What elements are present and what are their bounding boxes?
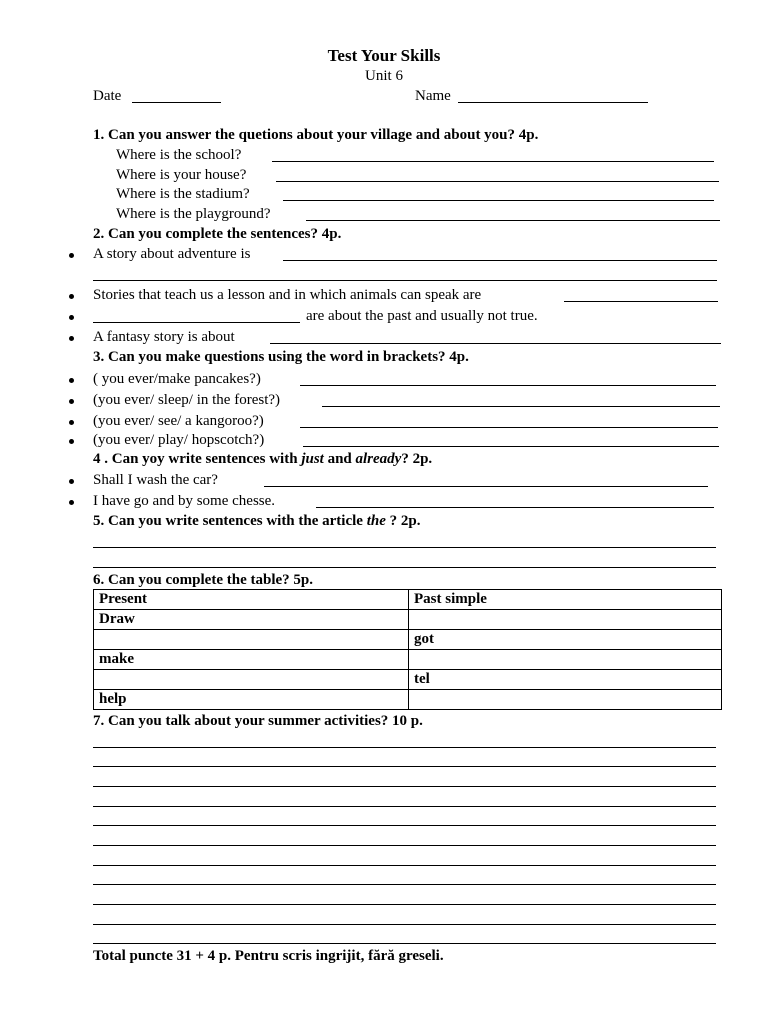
answer-line[interactable]: [300, 369, 716, 386]
table-cell[interactable]: make: [94, 650, 409, 670]
answer-line[interactable]: [93, 766, 716, 767]
q1-item-text: Where is your house?: [116, 167, 247, 183]
q2-heading: 2. Can you complete the sentences? 4p.: [93, 226, 342, 242]
q2-item: [0, 285, 768, 305]
answer-line[interactable]: [93, 547, 716, 548]
date-label: Date: [93, 88, 122, 104]
q3-item: [0, 369, 768, 389]
q3-item: [0, 390, 768, 410]
answer-line[interactable]: [93, 884, 716, 885]
date-field[interactable]: [132, 86, 221, 103]
q2-item-text: are about the past and usually not true.: [306, 308, 538, 324]
table-cell[interactable]: help: [94, 690, 409, 710]
table-row: [94, 630, 722, 650]
table-cell[interactable]: got: [409, 630, 722, 650]
answer-line[interactable]: [316, 491, 714, 508]
answer-line[interactable]: [93, 786, 716, 787]
answer-line[interactable]: [264, 470, 708, 487]
q4-item: [0, 470, 768, 490]
q4-item-text: Shall I wash the car?: [93, 472, 218, 488]
worksheet-title: Test Your Skills: [327, 46, 441, 65]
table-row: [94, 670, 722, 690]
q1-heading: 1. Can you answer the quetions about your village and about you? 4p.: [93, 127, 539, 143]
q3-item-text: (you ever/ sleep/ in the forest?): [93, 392, 281, 408]
table-row: [94, 610, 722, 630]
answer-line[interactable]: [303, 430, 719, 447]
answer-line[interactable]: [93, 567, 716, 568]
answer-line[interactable]: [306, 204, 720, 221]
verb-table: [93, 589, 722, 710]
q2-item-text: A story about adventure is: [93, 246, 251, 262]
q2-item: [0, 244, 768, 264]
bullet-icon: [69, 315, 74, 320]
table-header-row: [94, 590, 722, 610]
q2-item: [0, 306, 768, 326]
q2-item-text: A fantasy story is about: [93, 329, 235, 345]
table-row: [94, 690, 722, 710]
answer-line[interactable]: [93, 806, 716, 807]
name-field[interactable]: [458, 86, 648, 103]
answer-line[interactable]: [93, 904, 716, 905]
bullet-icon: [69, 500, 74, 505]
answer-line[interactable]: [272, 145, 714, 162]
worksheet-header: [0, 46, 768, 86]
table-cell[interactable]: [94, 630, 409, 650]
q5-heading: 5. Can you write sentences with the article the ? 2p.: [93, 513, 421, 529]
answer-line[interactable]: [276, 165, 719, 182]
keyword-already: already: [355, 451, 402, 467]
q4-item-text: I have go and by some chesse.: [93, 493, 276, 509]
table-cell[interactable]: [409, 690, 722, 710]
bullet-icon: [69, 399, 74, 404]
answer-line[interactable]: [93, 924, 716, 925]
answer-line[interactable]: [270, 327, 721, 344]
answer-line[interactable]: [283, 244, 717, 261]
bullet-icon: [69, 378, 74, 383]
table-cell[interactable]: [409, 650, 722, 670]
answer-line[interactable]: [93, 825, 716, 826]
bullet-icon: [69, 253, 74, 258]
keyword-just: just: [301, 451, 324, 467]
answer-line[interactable]: [283, 184, 714, 201]
q2-item-text: Stories that teach us a lesson and in which animals can speak are: [93, 287, 482, 303]
name-label: Name: [415, 88, 451, 104]
q1-item-text: Where is the stadium?: [116, 186, 250, 202]
table-row: [94, 650, 722, 670]
q3-item-text: ( you ever/make pancakes?): [93, 371, 261, 387]
q3-item: [0, 430, 768, 450]
q2-continuation: [0, 264, 768, 284]
q1-item-text: Where is the playground?: [116, 206, 271, 222]
q3-item-text: (you ever/ see/ a kangoroo?): [93, 413, 264, 429]
q4-heading: 4 . Can yoy write sentences with just and already? 2p.: [93, 451, 433, 467]
bullet-icon: [69, 294, 74, 299]
q4-item: [0, 491, 768, 511]
total-points-footer: Total puncte 31 + 4 p. Pentru scris ingrijit, fără greseli.: [93, 948, 444, 964]
q3-heading: 3. Can you make questions using the word in brackets? 4p.: [93, 349, 469, 365]
table-cell[interactable]: [94, 670, 409, 690]
answer-line[interactable]: [300, 411, 718, 428]
q7-heading: 7. Can you talk about your summer activities? 10 p.: [93, 713, 423, 729]
q1-item: [0, 184, 768, 204]
bullet-icon: [69, 420, 74, 425]
worksheet-unit: Unit 6: [365, 68, 403, 84]
table-cell[interactable]: tel: [409, 670, 722, 690]
bullet-icon: [69, 336, 74, 341]
q6-heading: 6. Can you complete the table? 5p.: [93, 572, 313, 588]
q1-item-text: Where is the school?: [116, 147, 242, 163]
answer-line[interactable]: [322, 390, 720, 407]
keyword-the: the: [366, 513, 386, 529]
q1-item: [0, 165, 768, 185]
answer-line[interactable]: [564, 285, 718, 302]
bullet-icon: [69, 439, 74, 444]
table-cell[interactable]: Draw: [94, 610, 409, 630]
column-header-past-simple: Past simple: [409, 590, 722, 610]
q1-item: [0, 204, 768, 224]
answer-line[interactable]: [93, 845, 716, 846]
q3-item: [0, 411, 768, 431]
answer-line[interactable]: [93, 865, 716, 866]
bullet-icon: [69, 479, 74, 484]
answer-line[interactable]: [93, 747, 716, 748]
q2-item: [0, 327, 768, 347]
table-cell[interactable]: [409, 610, 722, 630]
answer-line[interactable]: [93, 306, 300, 323]
date-name-row: [0, 86, 768, 106]
answer-line[interactable]: [93, 943, 716, 944]
answer-line[interactable]: [93, 264, 717, 281]
q3-item-text: (you ever/ play/ hopscotch?): [93, 432, 265, 448]
q1-item: [0, 145, 768, 165]
column-header-present: Present: [94, 590, 409, 610]
